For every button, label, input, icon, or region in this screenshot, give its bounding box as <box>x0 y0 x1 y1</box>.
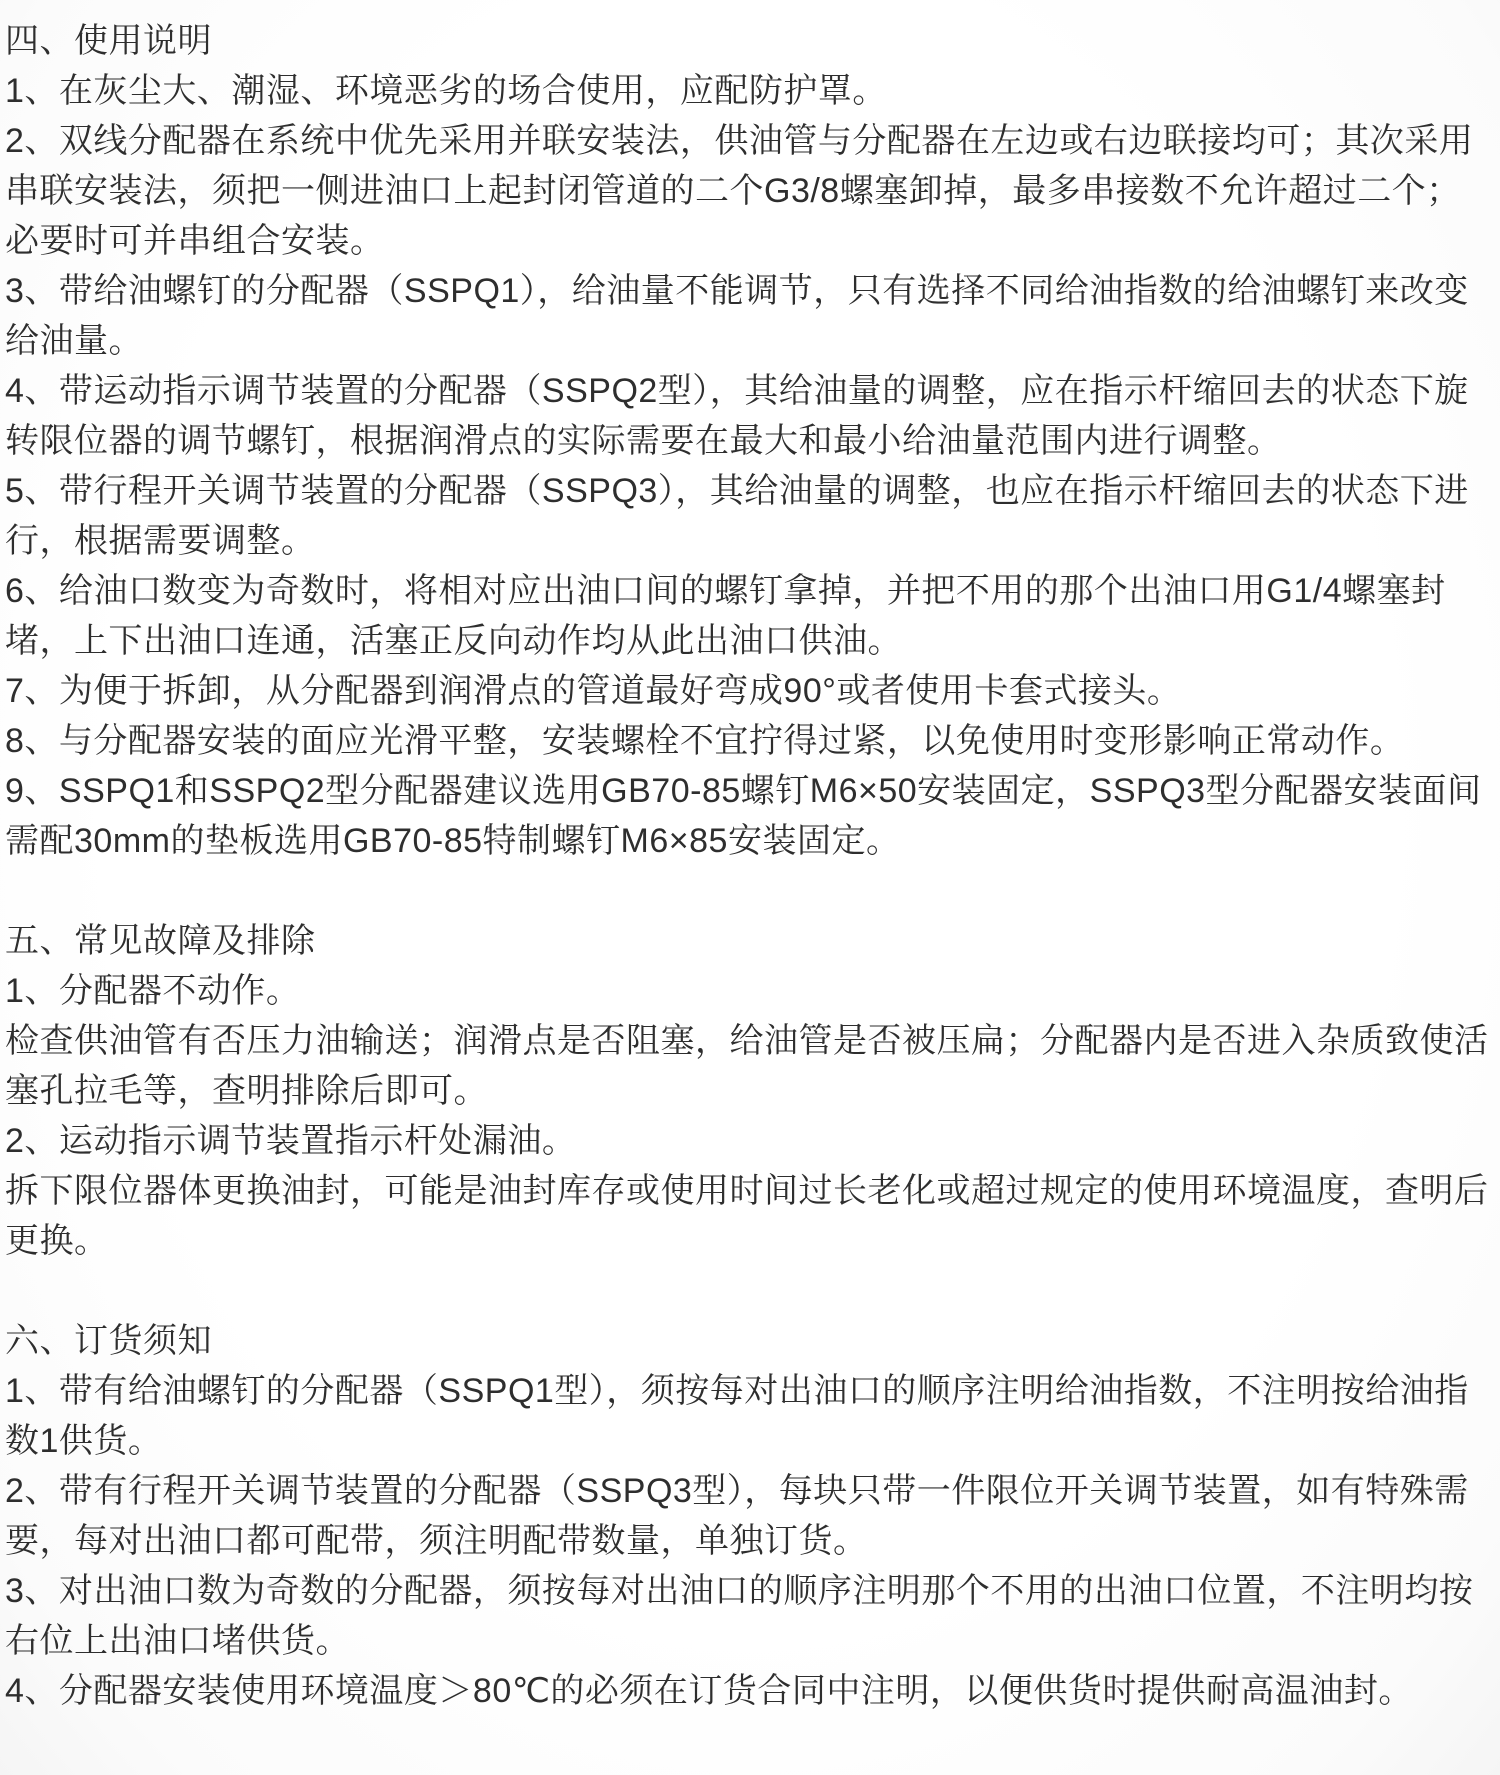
paragraph: 1、在灰尘大、潮湿、环境恶劣的场合使用，应配防护罩。 <box>5 72 887 110</box>
paragraph: 1、带有给油螺钉的分配器（SSPQ1型），须按每对出油口的顺序注明给油指数，不注明按给油指数1供货。 <box>5 1372 1469 1460</box>
paragraph: 3、带给油螺钉的分配器（SSPQ1），给油量不能调节，只有选择不同给油指数的给油螺钉来改变给油量。 <box>5 272 1469 360</box>
section-common-faults <box>5 916 1494 1266</box>
paragraph: 4、分配器安装使用环境温度＞80℃的必须在订货合同中注明，以便供货时提供耐高温油封。 <box>5 1672 1413 1710</box>
paragraph: 2、带有行程开关调节装置的分配器（SSPQ3型），每块只带一件限位开关调节装置，如有特殊需要，每对出油口都可配带，须注明配带数量，单独订货。 <box>5 1472 1469 1560</box>
section-usage-instructions <box>5 16 1494 866</box>
paragraph: 3、对出油口数为奇数的分配器，须按每对出油口的顺序注明那个不用的出油口位置，不注明均按右位上出油口堵供货。 <box>5 1572 1474 1660</box>
section-heading: 五、常见故障及排除 <box>5 922 316 960</box>
paragraph: 6、给油口数变为奇数时，将相对应出油口间的螺钉拿掉，并把不用的那个出油口用G1/4螺塞封堵，上下出油口连通，活塞正反向动作均从此出油口供油。 <box>5 572 1446 660</box>
paragraph: 拆下限位器体更换油封，可能是油封库存或使用时间过长老化或超过规定的使用环境温度，查明后更换。 <box>5 1172 1489 1260</box>
section-ordering-notes <box>5 1316 1494 1716</box>
section-heading: 六、订货须知 <box>5 1322 212 1360</box>
paragraph: 检查供油管有否压力油输送；润滑点是否阻塞，给油管是否被压扁；分配器内是否进入杂质致使活塞孔拉毛等，查明排除后即可。 <box>5 1022 1489 1110</box>
paragraph: 1、分配器不动作。 <box>5 972 301 1010</box>
paragraph: 7、为便于拆卸，从分配器到润滑点的管道最好弯成90°或者使用卡套式接头。 <box>5 672 1182 710</box>
paragraph: 9、SSPQ1和SSPQ2型分配器建议选用GB70-85螺钉M6×50安装固定，SSPQ3型分配器安装面间需配30mm的垫板选用GB70-85特制螺钉M6×85安装固定。 <box>5 772 1482 860</box>
paragraph: 2、运动指示调节装置指示杆处漏油。 <box>5 1122 577 1160</box>
paragraph: 2、双线分配器在系统中优先采用并联安装法，供油管与分配器在左边或右边联接均可；其次采用串联安装法，须把一侧进油口上起封闭管道的二个G3/8螺塞卸掉，最多串接数不允许超过二个；必要时可并串组合安装。 <box>5 122 1474 260</box>
paragraph: 4、带运动指示调节装置的分配器（SSPQ2型），其给油量的调整，应在指示杆缩回去的状态下旋转限位器的调节螺钉，根据润滑点的实际需要在最大和最小给油量范围内进行调整。 <box>5 372 1469 460</box>
paragraph: 8、与分配器安装的面应光滑平整，安装螺栓不宜拧得过紧，以免使用时变形影响正常动作。 <box>5 722 1405 760</box>
paragraph: 5、带行程开关调节装置的分配器（SSPQ3），其给油量的调整，也应在指示杆缩回去的状态下进行，根据需要调整。 <box>5 472 1469 560</box>
section-heading: 四、使用说明 <box>5 22 212 60</box>
